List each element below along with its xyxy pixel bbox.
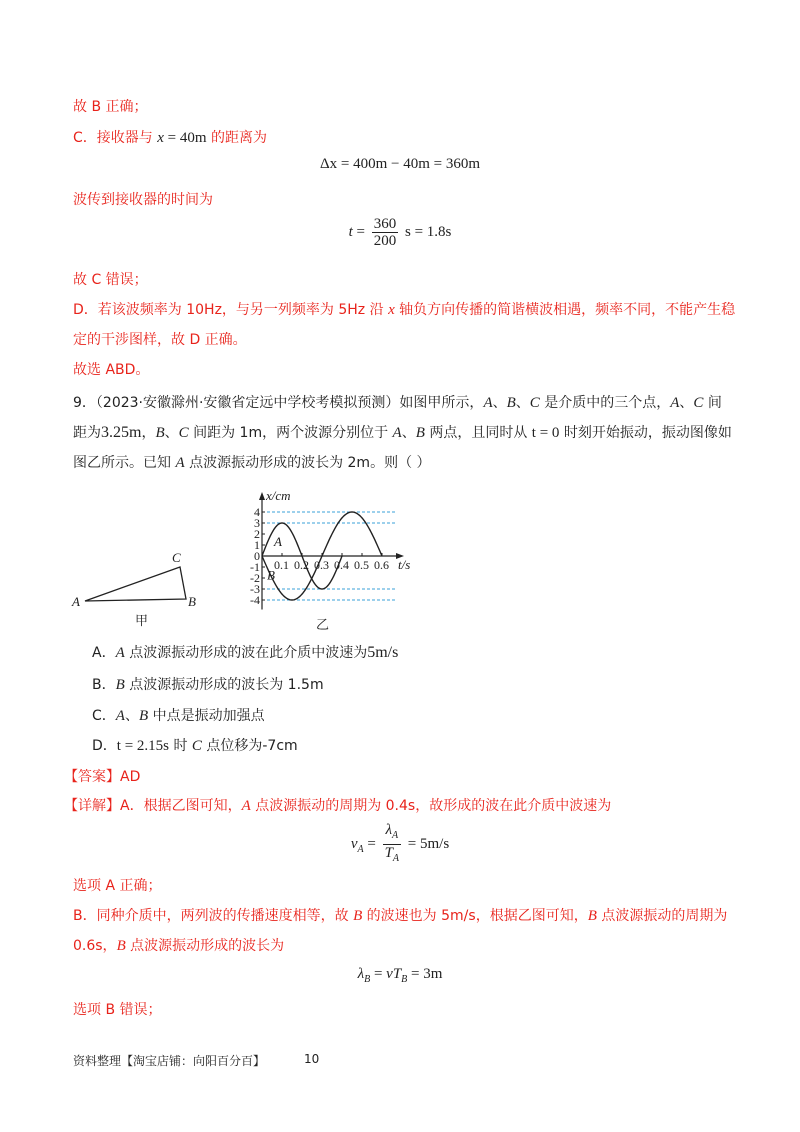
figure-yi-caption: 乙: [316, 617, 330, 632]
text-option-b-line1: B．同种介质中，两列波的传播速度相等，故 B 的波速也为 5m/s，根据乙图可知，B 点波源振动的周期为: [73, 908, 728, 924]
figure-jia-triangle: [60, 540, 220, 630]
figure-jia-caption: 甲: [135, 613, 149, 628]
text-option-b-line2: 0.6s，B 点波源振动形成的波长为: [73, 938, 285, 954]
chart-x-tick-label: 0.6: [374, 558, 389, 572]
text-b-wrong: 选项 B 错误；: [73, 1002, 162, 1018]
chart-x-axis-label: t/s: [398, 557, 411, 572]
chart-x-tick-label: 0.5: [354, 558, 369, 572]
text-a-correct: 选项 A 正确；: [73, 878, 162, 894]
point-a-label: A: [72, 594, 80, 609]
chart-y-tick-label: -2: [250, 571, 260, 585]
chart-y-tick-label: -1: [250, 560, 260, 574]
chart-x-tick-label: 0.1: [274, 558, 289, 572]
chart-y-arrow: [259, 492, 265, 500]
chart-y-tick-label: 4: [254, 505, 260, 519]
chart-y-tick-label: 0: [254, 549, 260, 563]
equation-wavelength-b: $\lambda_B = vT_B = 3m$: [357, 966, 443, 985]
text-choose-abd: 故选 ABD。: [73, 362, 150, 378]
option-b: B．B 点波源振动形成的波长为 1.5m: [92, 677, 324, 693]
answer-label: 【答案】AD: [64, 769, 141, 785]
chart-labels: [250, 488, 410, 632]
footer-source: 资料整理【淘宝店铺：向阳百分百】: [73, 1054, 266, 1068]
chart-y-tick-label: -3: [250, 582, 260, 596]
option-d: D．t = 2.15s 时 C 点位移为-7cm: [92, 738, 298, 754]
chart-x-tick-label: 0.2: [294, 558, 309, 572]
equation-velocity-a: $v_A$ = $\frac{\lambda_A}{T_A}$ = 5m/s: [350, 822, 450, 864]
figure-yi-vibration-chart: [230, 488, 450, 633]
chart-y-tick-label: 2: [254, 527, 260, 541]
chart-x-tick-label: 0.3: [314, 558, 329, 572]
question-9-line3: 图乙所示。已知 A 点波源振动形成的波长为 2m。则（ ）: [73, 455, 431, 471]
triangle-abc: [85, 567, 186, 601]
text-option-d-line1: D．若该波频率为 10Hz，与另一列频率为 5Hz 沿 x 轴负方向传播的简谐横波相遇，频率不同，不能产生稳: [73, 302, 736, 318]
equation-distance: Δx = 400m − 40m = 360m: [319, 156, 481, 172]
chart-y-tick-label: 3: [254, 516, 260, 530]
chart-y-tick-label: -4: [250, 593, 260, 607]
chart-y-axis-label: x/cm: [266, 488, 291, 503]
question-9-line2: 距为3.25m，B、C 间距为 1m，两个波源分别位于 A、B 两点，且同时从 t = 0 时刻开始振动，振动图像如: [73, 424, 732, 441]
chart-x-tick-label: 0.4: [334, 558, 349, 572]
page-number: 10: [304, 1052, 320, 1066]
detail-line1: 【详解】A．根据乙图可知，A 点波源振动的周期为 0.4s，故形成的波在此介质中波速为: [64, 798, 612, 814]
chart-series-b-label: B: [267, 567, 275, 583]
option-a: A．A 点波源振动形成的波在此介质中波速为5m/s: [92, 644, 399, 661]
text-option-d-line2: 定的干涉图样，故 D 正确。: [73, 332, 247, 348]
question-9-line1: 9．（2023·安徽滁州·安徽省定远中学校考模拟预测）如图甲所示，A、B、C 是介质中的三个点，A、C 间: [73, 395, 722, 411]
text-option-c-intro: C．接收器与 x = 40m 的距离为: [73, 130, 267, 146]
text-c-wrong: 故 C 错误；: [73, 272, 148, 288]
point-b-label: B: [188, 594, 196, 609]
option-c: C．A、B 中点是振动加强点: [92, 708, 265, 724]
text-b-correct: 故 B 正确；: [73, 99, 148, 115]
chart-series-a-label: A: [274, 534, 282, 550]
equation-time: t = $\frac{360}{200}$ s = 1.8s: [348, 216, 452, 249]
text-wave-time: 波传到接收器的时间为: [73, 192, 213, 208]
point-c-label: C: [172, 550, 181, 565]
chart-y-tick-label: 1: [254, 538, 260, 552]
